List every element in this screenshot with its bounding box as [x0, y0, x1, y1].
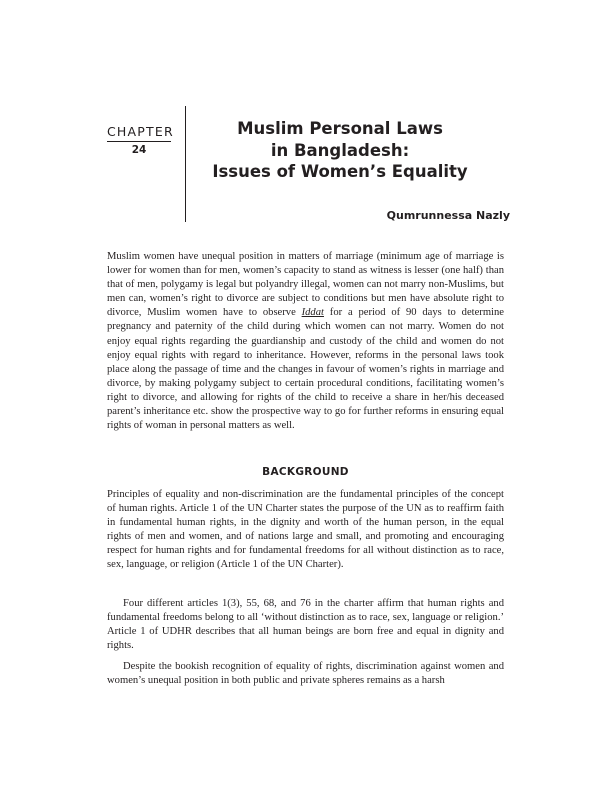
intro-text-start: Muslim women have unequal position in matters of marriage (minimum age of marriage is lower for women than for men, women’s capacity to stand as witness is lesser (one half) than that of men, polygamy is legal but polyandry illegal, women can not marry non-Muslims, but men can, women’s right to divorce are subject to conditions but men have absolute right to divorce, Muslim women have to observe — [107, 251, 504, 319]
background-paragraph-2: Four different articles 1(3), 55, 68, and 76 in the charter affirm that human rights and fundamental freedoms belong to all ‘without distinction as to race, sex, language or religion.’ Article 1 of UDHR describes that all human beings are born free and equal in dignity and rights. — [107, 598, 504, 652]
chapter-label: CHAPTER — [107, 124, 174, 139]
title-line-1: Muslim Personal Laws — [237, 119, 443, 138]
background-paragraph-1: Principles of equality and non-discrimination are the fundamental principles of the concept of human rights. Article 1 of the UN Charter states the purpose of the UN as to reaffirm faith in fundamental human rights, in the dignity and worth of the human person, in the equal rights of men and women, and of nations large and small, and promoting and encouraging respect for human rights and for fundamental freedoms for all without distinction as to race, sex, language, or religion (Article 1 of the UN Charter). — [107, 489, 504, 571]
title-line-2: in Bangladesh: — [270, 140, 410, 160]
intro-text-end: for a period of 90 days to determine pregnancy and paternity of the child during which women can not marry. Women do not enjoy equal rights regarding the guardianship and custody of the child and women do not enjoy equal rights with regard to inheritance. However, reforms in the personal laws took place along the passage of time and the changes in favour of women’s rights in marriage and divorce, by making polygamy subject to certain procedural conditions, facilitating women’s right to divorce, and allowing for rights of the child to receive a share in her/his deceased parent’s inheritance etc. show the prospective way to go for further reforms in ensuring equal rights of woman in personal matters as well. — [107, 307, 504, 432]
chapter-divider — [107, 141, 171, 142]
title-line-3: Issues of Women’s Equality — [212, 162, 468, 181]
chapter-number: 24 — [131, 144, 147, 156]
author-name: Qumrunnessa Nazly — [386, 209, 510, 222]
section-heading: BACKGROUND — [262, 466, 349, 478]
iddat-term: Iddat — [301, 307, 324, 319]
chapter-title — [200, 118, 480, 183]
vertical-divider — [185, 106, 186, 222]
intro-paragraph — [107, 250, 504, 433]
background-paragraph-3: Despite the bookish recognition of equality of rights, discrimination against women and women’s unequal position in both public and private spheres remains as a harsh — [107, 661, 504, 687]
